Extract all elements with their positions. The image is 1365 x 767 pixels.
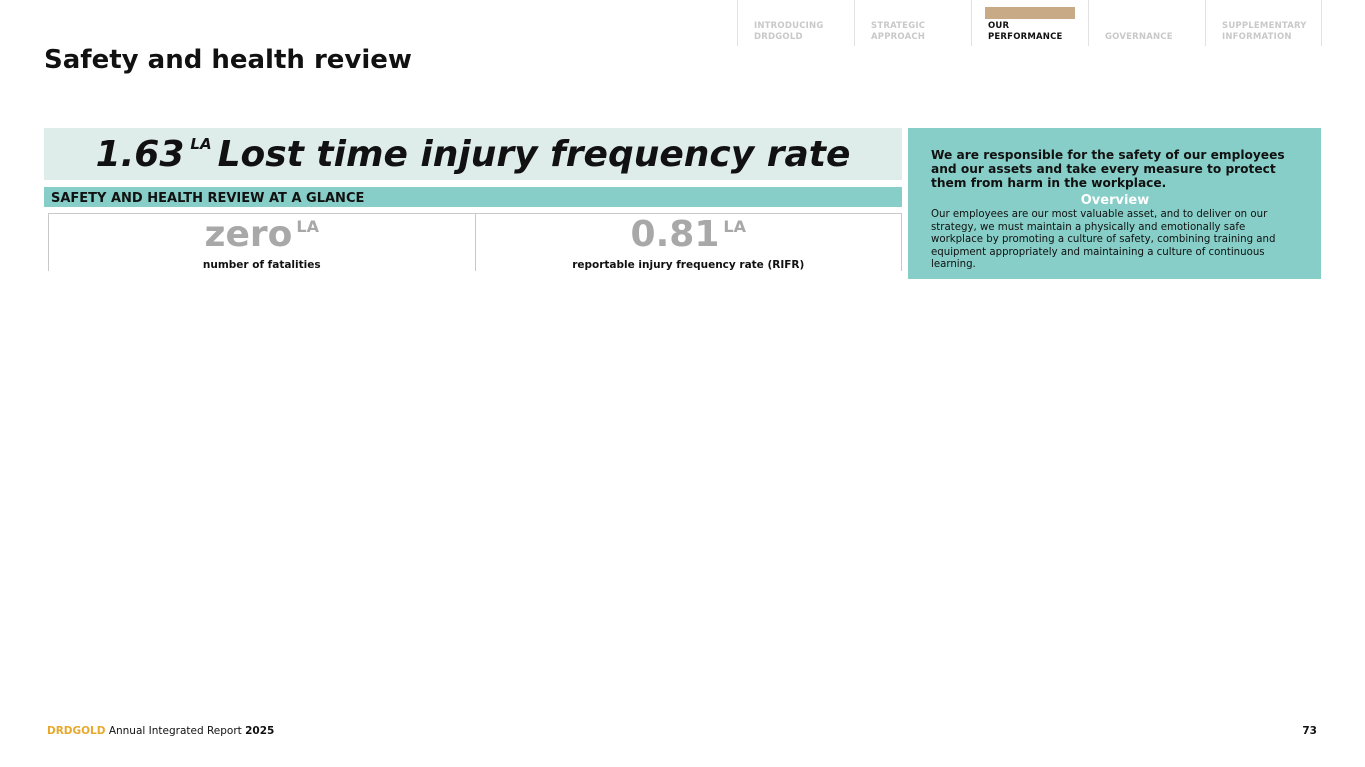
stats-panel: [48, 213, 902, 271]
overview-body: Our employees are our most valuable asset, and to deliver on our strategy, we must maintain a physically and emotionally safe workplace by promoting a culture of safety, combining training and equipment appropriately and maintaining a culture of continuous learning.: [931, 209, 1276, 270]
ltifr-label: Lost time injury frequency rate: [217, 133, 851, 175]
limited-assurance-badge: LA: [723, 217, 746, 236]
ltifr-value: 1.63: [95, 133, 185, 175]
page-number: 73: [1302, 725, 1317, 737]
nav-tab-label: SUPPLEMENTARY INFORMATION: [1222, 21, 1307, 42]
nav-tab-strategic-approach[interactable]: [854, 0, 971, 46]
nav-tab-label: INTRODUCING DRDGOLD: [754, 21, 824, 42]
nav-tab-introducing-drdgold[interactable]: [737, 0, 854, 46]
section-nav: [737, 0, 1322, 46]
ltifr-hero-banner: [44, 128, 902, 180]
active-tab-indicator: [985, 7, 1075, 19]
stat-value-wrapper: [476, 214, 902, 262]
nav-tab-governance[interactable]: [1088, 0, 1205, 46]
stat-value-wrapper: [49, 214, 475, 262]
footer-brand: DRDGOLD: [47, 725, 106, 737]
stat-value: 0.81: [630, 214, 720, 255]
limited-assurance-badge: LA: [190, 135, 212, 153]
overview-title: Overview: [1080, 193, 1150, 208]
stat-value: zero: [204, 214, 293, 255]
stat-caption: number of fatalities: [202, 259, 321, 271]
overview-panel: [908, 128, 1321, 279]
stat-caption: reportable injury frequency rate (RIFR): [572, 259, 805, 271]
glance-heading: SAFETY AND HEALTH REVIEW AT A GLANCE: [44, 187, 902, 207]
nav-tab-label: OUR PERFORMANCE: [988, 21, 1063, 42]
stat-rifr: [475, 214, 902, 271]
footer: [47, 725, 274, 737]
page-title: Safety and health review: [44, 45, 412, 75]
nav-tab-label: STRATEGIC APPROACH: [871, 21, 926, 42]
nav-tab-our-performance[interactable]: [971, 0, 1088, 46]
footer-report-name: Annual Integrated Report: [108, 725, 242, 737]
limited-assurance-badge: LA: [296, 217, 319, 236]
nav-tab-label: GOVERNANCE: [1105, 32, 1173, 42]
stat-fatalities: [49, 214, 475, 271]
footer-year: 2025: [245, 725, 275, 737]
overview-lead: We are responsible for the safety of our employees and our assets and take every measure to protect them from harm in the workplace.: [931, 148, 1285, 190]
nav-tab-supplementary-information[interactable]: [1205, 0, 1322, 46]
